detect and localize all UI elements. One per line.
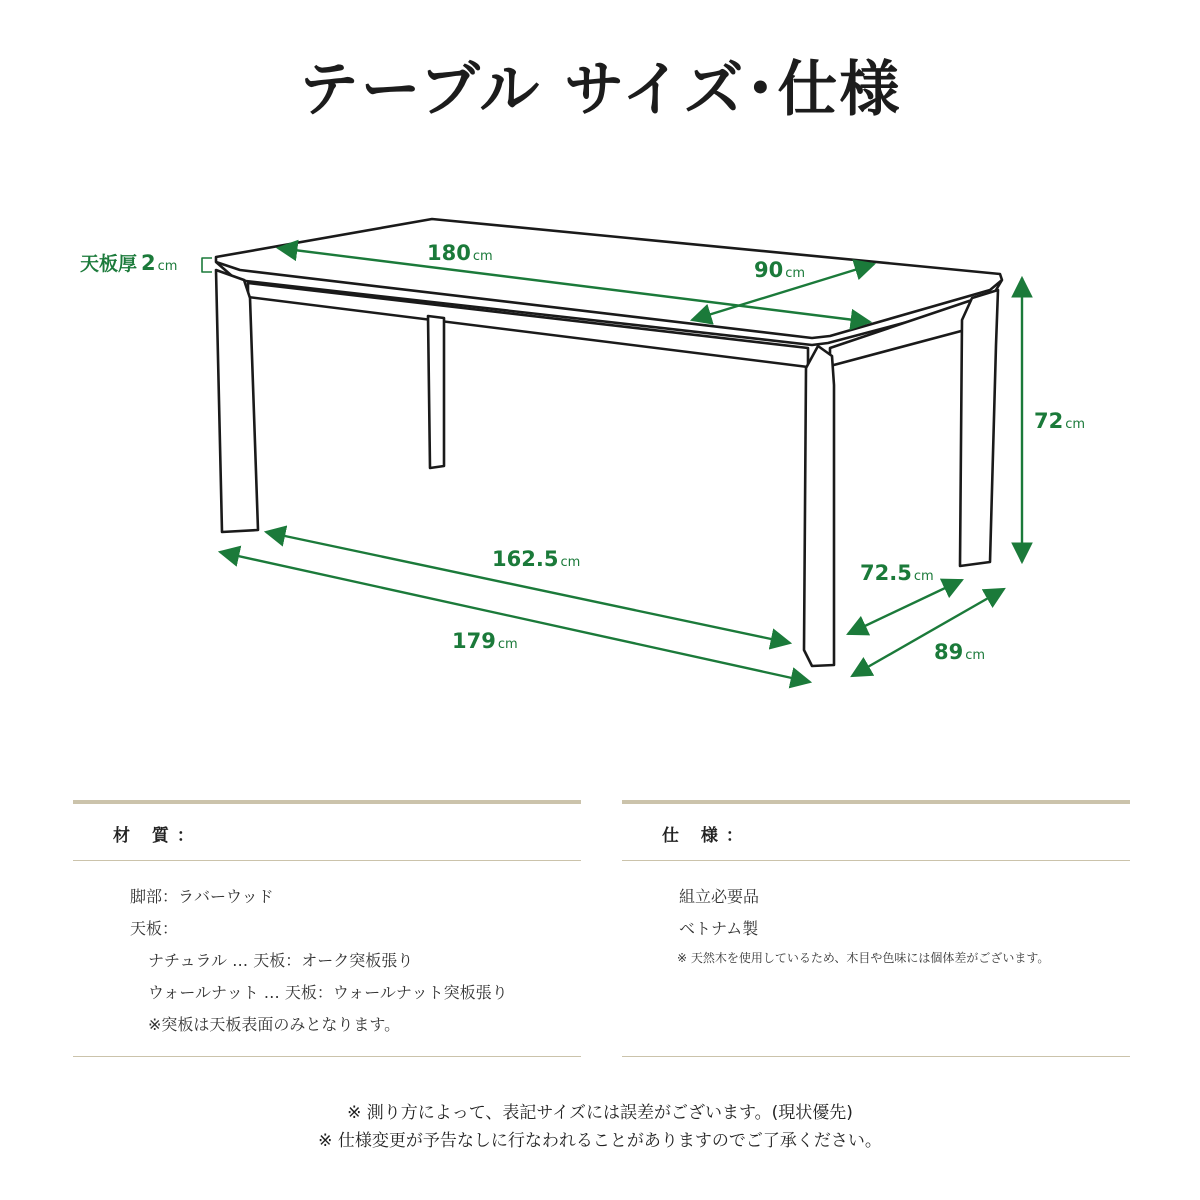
label-thickness: 天板厚 2 cm — [80, 251, 178, 275]
specs-heading: 仕 様： — [662, 826, 751, 846]
leg-front-right — [804, 346, 834, 666]
leg-back-left — [428, 316, 444, 468]
specs-body — [622, 861, 1130, 1056]
materials-panel — [73, 800, 581, 1057]
page-title: テーブル サイズ･仕様 — [298, 55, 902, 125]
footer-notes — [0, 1099, 1200, 1155]
table-illustration — [202, 219, 1002, 666]
label-depth-floor: 89 cm — [934, 640, 986, 664]
label-length-top: 180 cm — [427, 241, 493, 265]
spec-note: ※ 天然木を使用しているため、木目や色味には個体差がございます。 — [677, 951, 1050, 965]
label-inner-length: 162.5 cm — [492, 547, 581, 571]
spec-line: 組立必要品 — [679, 887, 760, 906]
material-line: ウォールナット … 天板：ウォールナット突板張り — [148, 983, 508, 1002]
label-inner-depth: 72.5 cm — [860, 561, 934, 585]
material-line: 天板： — [130, 919, 179, 938]
divider — [73, 1056, 581, 1057]
material-line: ※突板は天板表面のみとなります。 — [148, 1015, 401, 1034]
material-line: ナチュラル … 天板：オーク突板張り — [148, 951, 414, 970]
arrow-inner-depth — [848, 580, 962, 634]
spec-line: ベトナム製 — [679, 919, 759, 938]
footer-note: ※ 仕様変更が予告なしに行なわれることがありますのでご了承ください。 — [318, 1131, 882, 1151]
leg-back-right — [960, 290, 998, 566]
footer-note: ※ 測り方によって、表記サイズには誤差がございます。(現状優先) — [347, 1103, 853, 1123]
leg-front-left — [216, 270, 258, 532]
divider — [622, 1056, 1130, 1057]
arrow-length-floor — [220, 552, 810, 682]
label-depth-top: 90 cm — [754, 258, 806, 282]
label-height: 72 cm — [1034, 409, 1086, 433]
materials-body — [73, 861, 581, 1056]
materials-heading: 材 質： — [113, 826, 202, 846]
label-length-floor: 179 cm — [452, 629, 518, 653]
specs-panel — [622, 800, 1130, 1057]
material-line: 脚部：ラバーウッド — [130, 887, 274, 906]
